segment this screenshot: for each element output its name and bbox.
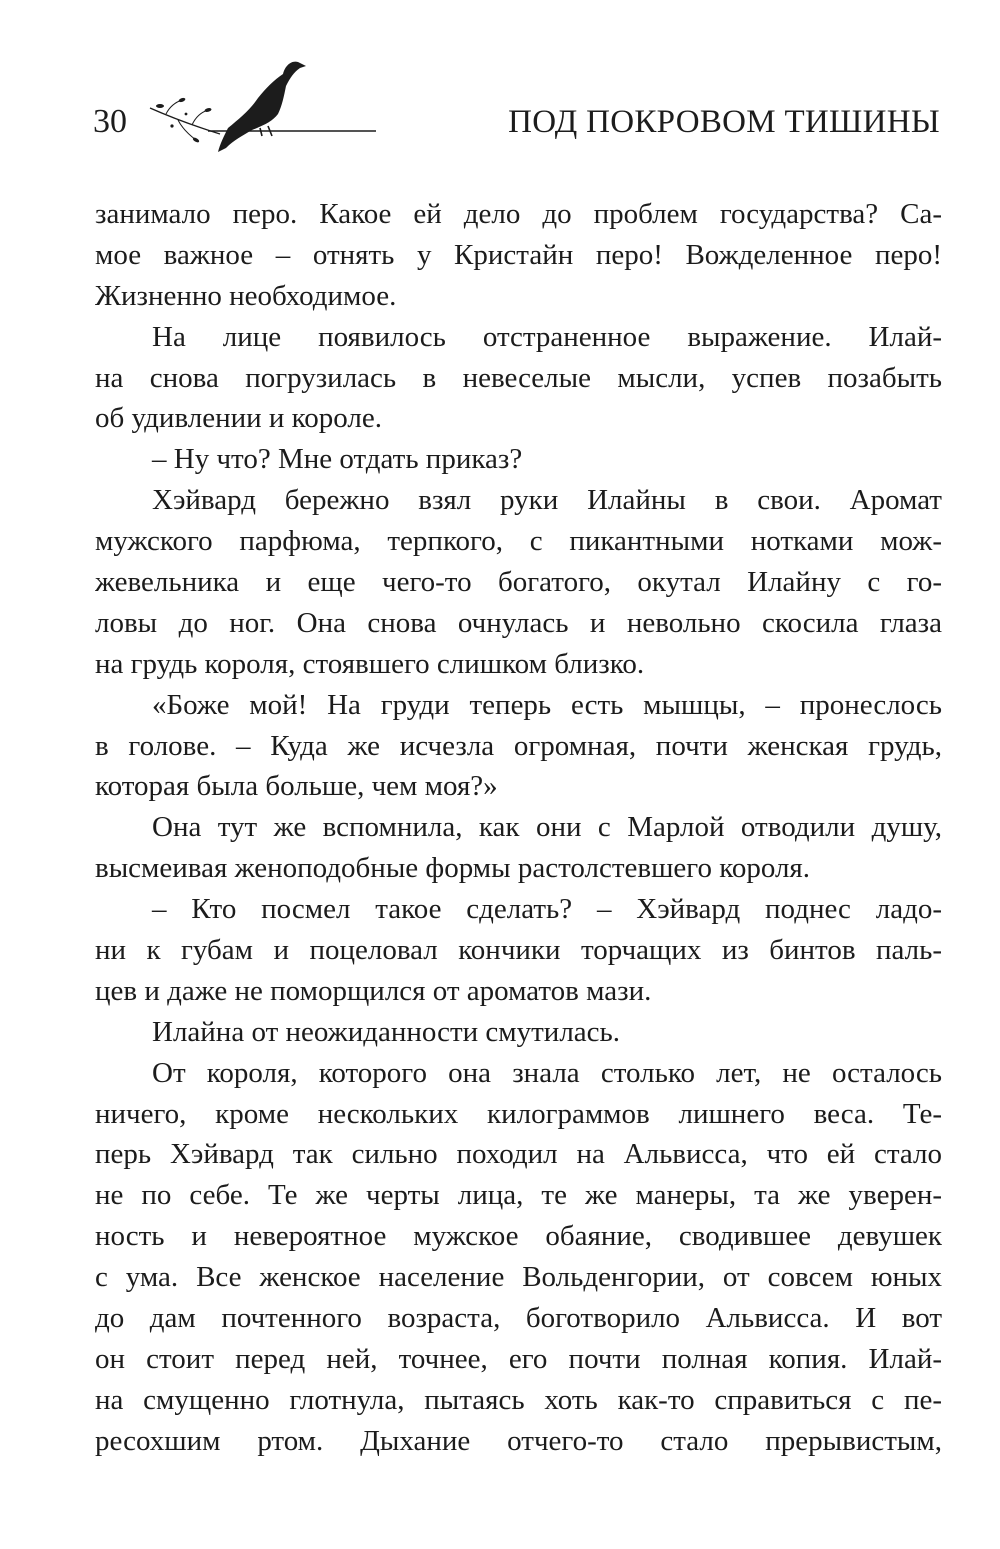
text-line: мужского парфюма, терпкого, с пикантными нотками мож- bbox=[95, 525, 942, 558]
text-line: Жизненно необходимое. bbox=[95, 279, 397, 312]
crow-on-branch-icon bbox=[148, 56, 376, 154]
text-line: мое важное – отнять у Кристайн перо! Вожделенное перо! bbox=[95, 238, 942, 271]
text-line: на смущенно глотнула, пытаясь хоть как-то справиться с пе- bbox=[95, 1383, 942, 1416]
page-number: 30 bbox=[93, 103, 127, 140]
text-line: ресохшим ртом. Дыхание отчего-то стало прерывистым, bbox=[95, 1424, 942, 1457]
text-line: ловы до ног. Она снова очнулась и невольно скосила глаза bbox=[95, 606, 942, 639]
text-line: – Кто посмел такое сделать? – Хэйвард поднес ладо- bbox=[152, 893, 942, 926]
text-line: ность и невероятное мужское обаяние, сводившее девушек bbox=[95, 1220, 942, 1253]
text-line: На лице появилось отстраненное выражение. Илай- bbox=[152, 320, 942, 353]
text-line: он стоит перед ней, точнее, его почти полная копия. Илай- bbox=[95, 1342, 942, 1375]
text-line: ничего, кроме нескольких килограммов лишнего веса. Те- bbox=[95, 1097, 942, 1130]
running-title: ПОД ПОКРОВОМ ТИШИНЫ bbox=[508, 104, 940, 140]
text-line: Хэйвард бережно взял руки Илайны в свои. Аромат bbox=[152, 484, 942, 517]
text-line: не по себе. Те же черты лица, те же манеры, та же уверен- bbox=[95, 1179, 942, 1212]
text-line: – Ну что? Мне отдать приказ? bbox=[152, 443, 523, 476]
text-line: с ума. Все женское население Вольденгории, от совсем юных bbox=[95, 1261, 942, 1294]
text-line: которая была больше, чем моя?» bbox=[95, 770, 498, 803]
text-line: Она тут же вспомнила, как они с Марлой отводили душу, bbox=[152, 811, 942, 844]
text-line: в голове. – Куда же исчезла огромная, почти женская грудь, bbox=[95, 729, 942, 762]
text-line: на грудь короля, стоявшего слишком близко. bbox=[95, 647, 645, 680]
text-line: об удивлении и короле. bbox=[95, 402, 383, 435]
text-line: ни к губам и поцеловал кончики торчащих из бинтов паль- bbox=[95, 934, 942, 967]
text-line: От короля, которого она знала столько лет, не осталось bbox=[152, 1056, 942, 1089]
text-line: жевельника и еще чего-то богатого, окутал Илайну с го- bbox=[95, 566, 942, 599]
text-line: на снова погрузилась в невеселые мысли, успев позабыть bbox=[95, 361, 942, 394]
text-line: до дам почтенного возраста, боготворило Альвисса. И вот bbox=[95, 1302, 942, 1335]
body-text bbox=[95, 194, 942, 1462]
text-line: перь Хэйвард так сильно походил на Альвисса, что ей стало bbox=[95, 1138, 942, 1171]
text-line: Илайна от неожиданности смутилась. bbox=[152, 1015, 621, 1048]
text-line: цев и даже не поморщился от ароматов мази. bbox=[95, 974, 652, 1007]
text-line: занимало перо. Какое ей дело до проблем государства? Са- bbox=[95, 198, 942, 230]
text-line: высмеивая женоподобные формы растолстевшего короля. bbox=[95, 852, 811, 885]
text-line: «Боже мой! На груди теперь есть мышцы, – пронеслось bbox=[152, 688, 942, 721]
